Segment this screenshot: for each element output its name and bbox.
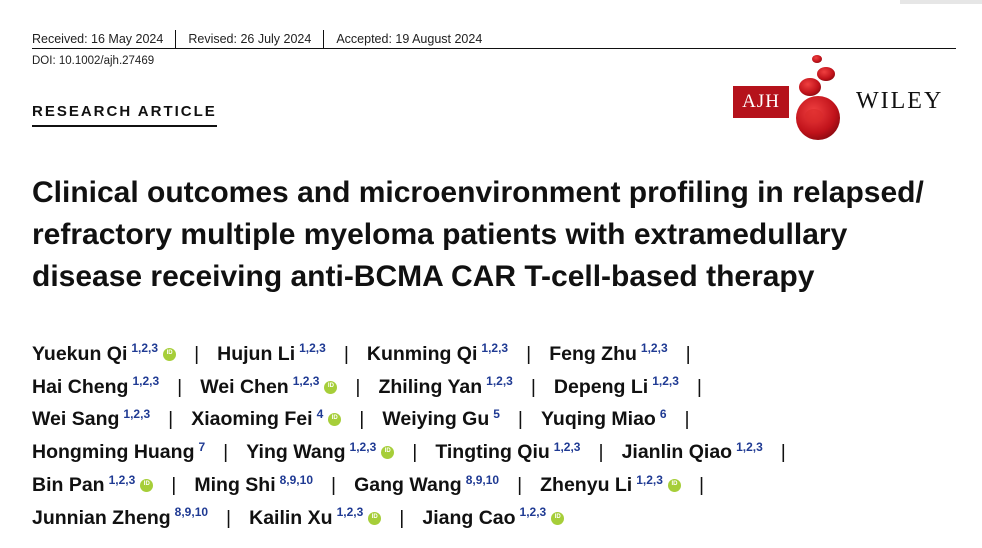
author[interactable] (554, 376, 679, 399)
orcid-icon[interactable] (328, 413, 341, 426)
author-separator: | (684, 408, 690, 431)
affiliation-link[interactable]: 1,2,3 (108, 472, 136, 487)
title-line: refractory multiple myeloma patients with extramedullary (32, 218, 848, 251)
author-separator: | (696, 375, 702, 398)
author-list (32, 338, 962, 535)
author-separator: | (517, 408, 523, 431)
author[interactable] (422, 507, 564, 530)
blood-cells-icon (780, 50, 860, 150)
author-name: Zhiling Yan (378, 375, 483, 398)
author-name: Bin Pan (32, 474, 105, 497)
doi-link[interactable]: DOI: 10.1002/ajh.27469 (32, 55, 155, 67)
author-name: Zhenyu Li (540, 474, 633, 497)
author-separator: | (685, 342, 691, 365)
affiliation-link[interactable]: 8,9,10 (279, 472, 313, 487)
orcid-icon[interactable] (163, 348, 176, 361)
author[interactable] (32, 507, 208, 530)
author[interactable] (541, 408, 667, 431)
wiley-logo: WILEY (856, 88, 944, 114)
affiliation-link[interactable]: 1,2,3 (736, 439, 763, 454)
affiliation-link[interactable]: 5 (493, 406, 500, 421)
author-name: Wei Chen (200, 375, 289, 398)
affiliation-link[interactable]: 1,2,3 (553, 439, 581, 454)
header-rule (32, 48, 956, 49)
author-name: Tingting Qiu (435, 441, 550, 464)
ajh-logo: AJH (733, 86, 789, 118)
affiliation-link[interactable]: 1,2,3 (292, 374, 320, 389)
author-name: Gang Wang (354, 474, 462, 497)
author-separator: | (399, 506, 405, 529)
title-line: disease receiving anti-BCMA CAR T-cell-based therapy (32, 260, 815, 293)
divider (323, 30, 324, 49)
affiliation-link[interactable]: 7 (198, 439, 206, 454)
affiliation-link[interactable]: 1,2,3 (636, 472, 663, 487)
affiliation-link[interactable]: 1,2,3 (652, 374, 679, 389)
author-separator: | (355, 375, 361, 398)
title-line: Clinical outcomes and microenvironment profiling in relapsed/ (32, 176, 924, 209)
author-line (32, 338, 962, 371)
affiliation-link[interactable]: 8,9,10 (174, 505, 209, 520)
author[interactable] (549, 343, 667, 366)
received-date: Received: 16 May 2024 (32, 32, 164, 46)
author-separator: | (168, 408, 174, 431)
author-separator: | (526, 342, 532, 365)
orcid-icon[interactable] (368, 512, 381, 525)
author[interactable] (378, 376, 512, 399)
article-title (32, 172, 962, 298)
author-separator: | (412, 441, 418, 464)
affiliation-link[interactable]: 1,2,3 (640, 341, 668, 356)
author[interactable] (354, 474, 499, 497)
orcid-icon[interactable] (140, 479, 153, 492)
author-name: Ming Shi (194, 474, 276, 497)
author-name: Wei Sang (32, 408, 120, 431)
affiliation-link[interactable]: 1,2,3 (349, 439, 377, 454)
author-line (32, 371, 962, 404)
author[interactable] (200, 376, 337, 399)
author[interactable] (367, 343, 508, 366)
affiliation-link[interactable]: 1,2,3 (131, 341, 159, 356)
affiliation-link[interactable]: 8,9,10 (465, 472, 500, 487)
author-separator: | (194, 342, 200, 365)
author-name: Jianlin Qiao (621, 441, 733, 464)
author-name: Kailin Xu (249, 506, 333, 529)
orcid-icon[interactable] (551, 512, 564, 525)
author-name: Yuqing Miao (541, 408, 656, 431)
affiliation-link[interactable]: 1,2,3 (132, 374, 160, 389)
author[interactable] (32, 376, 159, 399)
author-name: Hongming Huang (32, 441, 195, 464)
author-name: Junnian Zheng (32, 506, 171, 529)
orcid-icon[interactable] (668, 479, 681, 492)
author-separator: | (517, 474, 523, 497)
author[interactable] (249, 507, 381, 530)
author[interactable] (194, 474, 313, 497)
author-separator: | (530, 375, 536, 398)
author-separator: | (343, 342, 349, 365)
author[interactable] (191, 408, 341, 431)
author-name: Jiang Cao (422, 506, 516, 529)
revised-date: Revised: 26 July 2024 (188, 32, 312, 46)
author-separator: | (171, 474, 177, 497)
author-name: Kunming Qi (366, 342, 478, 365)
author-separator: | (177, 375, 183, 398)
author-line (32, 436, 962, 469)
author-line (32, 404, 962, 437)
author[interactable] (435, 441, 580, 464)
affiliation-link[interactable]: 1,2,3 (486, 374, 513, 389)
author[interactable] (540, 474, 681, 497)
author-name: Ying Wang (246, 441, 346, 464)
author-separator: | (223, 441, 229, 464)
author[interactable] (32, 408, 150, 431)
author-name: Xiaoming Fei (191, 408, 313, 431)
author-name: Depeng Li (553, 375, 649, 398)
affiliation-link[interactable]: 4 (316, 406, 324, 421)
affiliation-link[interactable]: 1,2,3 (336, 505, 364, 520)
publication-dates (32, 30, 482, 48)
orcid-icon[interactable] (381, 446, 394, 459)
author-name: Yuekun Qi (32, 342, 128, 365)
author[interactable] (32, 343, 176, 366)
author[interactable] (622, 441, 763, 464)
author[interactable] (32, 474, 153, 497)
affiliation-link[interactable]: 1,2,3 (481, 341, 509, 356)
article-type: RESEARCH ARTICLE (32, 103, 217, 127)
orcid-icon[interactable] (324, 381, 337, 394)
author-separator: | (780, 441, 786, 464)
divider (175, 30, 176, 49)
author-separator: | (226, 506, 232, 529)
author-separator: | (598, 441, 604, 464)
accepted-date: Accepted: 19 August 2024 (336, 32, 483, 46)
author-separator: | (331, 474, 337, 497)
author-line (32, 502, 962, 535)
author-separator: | (359, 408, 365, 431)
author-line (32, 469, 962, 502)
author[interactable] (382, 408, 500, 431)
author-name: Hujun Li (217, 342, 296, 365)
author-separator: | (698, 474, 705, 497)
author-name: Hai Cheng (32, 375, 129, 398)
affiliation-link[interactable]: 1,2,3 (299, 341, 326, 356)
author[interactable] (32, 441, 205, 464)
affiliation-link[interactable]: 6 (659, 406, 667, 421)
affiliation-link[interactable]: 1,2,3 (123, 406, 151, 421)
author-name: Feng Zhu (549, 342, 637, 365)
author[interactable] (246, 441, 394, 464)
author-name: Weiying Gu (382, 408, 490, 431)
author[interactable] (217, 343, 326, 366)
corner-edge (900, 0, 982, 4)
affiliation-link[interactable]: 1,2,3 (519, 505, 547, 520)
